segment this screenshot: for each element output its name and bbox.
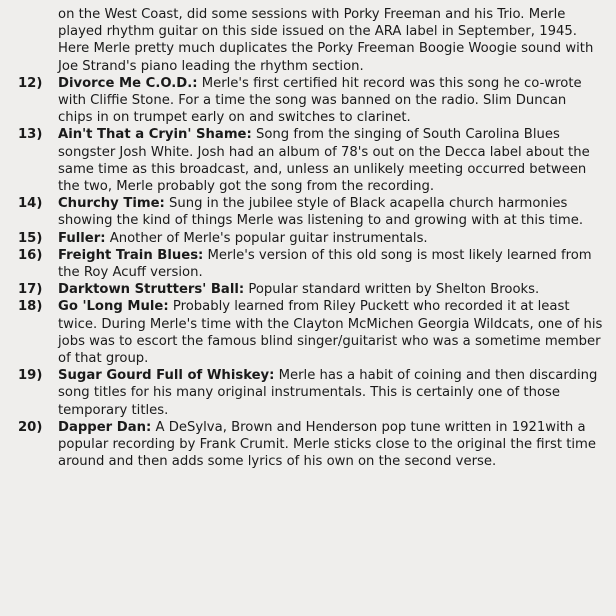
track-number: 17) bbox=[18, 282, 43, 298]
track-entry-19 bbox=[18, 367, 604, 419]
track-text: A DeSylva, Brown and Henderson pop tune written in 1921with a popular recording by Frank Crumit. Merle sticks close to the original the first time around and then adds some lyrics of his own on the second verse. bbox=[58, 419, 597, 470]
track-text: Merle's version of this old song is most likely learned from the Roy Acuff version. bbox=[58, 247, 592, 281]
track-entry-16 bbox=[18, 247, 604, 281]
track-title: Dapper Dan: bbox=[58, 419, 152, 435]
track-title: Sugar Gourd Full of Whiskey: bbox=[58, 368, 275, 384]
track-number: 12) bbox=[18, 75, 43, 91]
track-title: Darktown Strutters' Ball: bbox=[58, 282, 245, 298]
track-text: Merle's first certified hit record was this song he co-wrote with Cliffie Stone. For a time the song was banned on the radio. Slim Duncan chips in on trumpet early on and switches to clarinet. bbox=[58, 75, 582, 126]
track-description bbox=[58, 247, 604, 281]
track-entry-13 bbox=[18, 126, 604, 195]
intro-paragraph bbox=[58, 6, 604, 75]
track-title: Fuller: bbox=[58, 230, 106, 246]
track-text: Merle has a habit of coining and then discarding song titles for his many original instrumentals. This is certainly one of those temporary titles. bbox=[58, 368, 598, 418]
track-entry-15 bbox=[18, 230, 604, 247]
track-entry-17 bbox=[18, 281, 604, 298]
track-description bbox=[58, 281, 604, 298]
track-description bbox=[58, 126, 604, 195]
track-description bbox=[58, 75, 604, 127]
track-number: 15) bbox=[18, 230, 43, 246]
track-title: Churchy Time: bbox=[58, 196, 165, 212]
intro-text: on the West Coast, did some sessions with Porky Freeman and his Trio. Merle played rhythm guitar on this side issued on the ARA label in September, 1945. Here Merle pretty much duplicates the Porky Freeman Boogie Woogie sound with Joe Strand's piano leading the rhythm section. bbox=[58, 7, 594, 74]
track-number: 16) bbox=[18, 247, 43, 263]
track-title: Divorce Me C.O.D.: bbox=[58, 75, 198, 91]
track-description bbox=[58, 419, 604, 471]
track-description bbox=[58, 298, 604, 367]
track-entry-18 bbox=[18, 298, 604, 367]
track-title: Freight Train Blues: bbox=[58, 247, 204, 263]
track-number: 19) bbox=[18, 368, 43, 384]
track-description bbox=[58, 367, 604, 419]
track-number: 20) bbox=[18, 419, 43, 435]
track-number: 18) bbox=[18, 299, 43, 315]
track-text: Probably learned from Riley Puckett who recorded it at least twice. During Merle's time with the Clayton McMichen Georgia Wildcats, one of his jobs was to escort the famous blind singer/guitarist who was a sometime member of that group. bbox=[58, 299, 603, 367]
track-description bbox=[58, 230, 604, 247]
track-text: Song from the singing of South Carolina Blues songster Josh White. Josh had an album of 78's out on the Decca label about the same time as this broadcast, and, unless an unlikely meeting occurred between the two, Merle probably got the song from the recording. bbox=[58, 127, 590, 195]
track-title: Go 'Long Mule: bbox=[58, 299, 169, 315]
track-number: 14) bbox=[18, 196, 43, 212]
track-entry-20 bbox=[18, 419, 604, 471]
track-text: Popular standard written by Shelton Brooks. bbox=[248, 282, 540, 298]
track-text: Another of Merle's popular guitar instrumentals. bbox=[109, 230, 428, 246]
track-entry-14 bbox=[18, 195, 604, 229]
track-title: Ain't That a Cryin' Shame: bbox=[58, 127, 252, 143]
track-text: Sung in the jubilee style of Black acapella church harmonies showing the kind of things Merle was listening to and growing with at this time. bbox=[58, 196, 584, 229]
track-entry-12 bbox=[18, 75, 604, 127]
track-description bbox=[58, 195, 604, 229]
track-number: 13) bbox=[18, 127, 43, 143]
